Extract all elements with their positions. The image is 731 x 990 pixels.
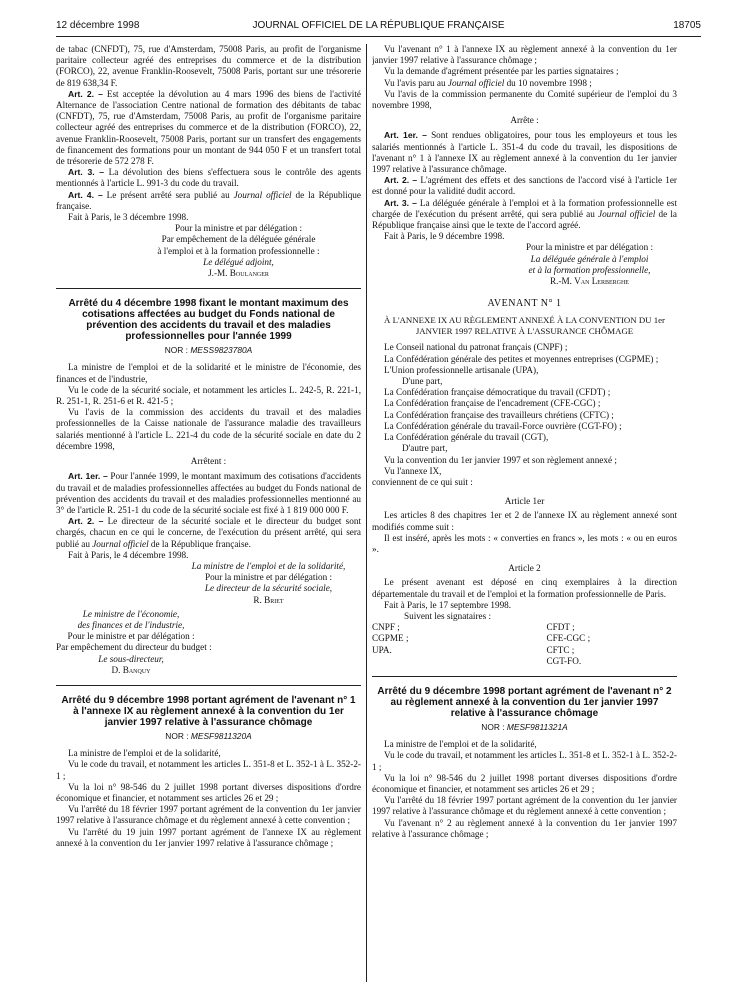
header-journal-title: JOURNAL OFFICIEL DE LA RÉPUBLIQUE FRANÇAISE: [252, 20, 505, 31]
article-2: Art. 2. – Est acceptée la dévolution au 4 mars 1996 des biens de l'activité Alternance de l'association Centre national de formation des débitants de tabac (CNFDT), 75, rue d'Amsterdam, 75008 Paris, au profit de l'organisme paritaire collecteur agréé des entreprises du commerce et de la distribution (FORCO), 22, avenue Franklin-Roosevelt, 75008 Paris, portant sur un transfert des engagements de financement des formations pour un montant de 944 050 F et un transfert total de trésorerie de 572 278 F.: [56, 88, 361, 167]
article-1: Art. 1er. – Pour l'année 1999, le montant maximum des cotisations d'accidents du travail et de maladies professionnelles affectées au budget du Fonds national de prévention des accidents du travail et des maladies professionnelles mentionné au 3° de l'article R. 251-1 du code de la sécurité sociale est fixé à 1 819 000 000 F.: [56, 471, 361, 515]
signature-block: Le ministre de l'économie, des finances et de l'industrie, Pour le ministre et par délégation : Par empêchement du directeur du budget : Le sous-directeur, D. Banquy: [56, 608, 212, 675]
paragraph: Vu l'avis de la commission des accidents du travail et des maladies professionnelles de la Caisse nationale de l'assurance maladie des travailleurs salariés mentionné à l'article L. 221-4 du code de la sécurité sociale en date du 2 décembre 1998,: [56, 407, 361, 451]
paragraph: Les articles 8 des chapitres 1er et 2 de l'annexe IX au règlement annexé sont modifiés comme suit :: [372, 510, 677, 532]
section-separator: [372, 676, 677, 677]
paragraph: La ministre de l'emploi et de la solidarité et le ministre de l'économie, des finances et de l'industrie,: [56, 362, 361, 384]
article-1: Art. 1er. – Sont rendues obligatoires, pour tous les employeurs et tous les salariés mentionnés à l'article L. 351-4 du code du travail, les dispositions de l'avenant n° 1 à l'annexe IX au règlement annexé à la convention du 1er janvier 1997 relative à l'assurance chômage.: [372, 130, 677, 175]
signatory-row: [372, 656, 677, 667]
paragraph: Vu l'arrêté du 19 juin 1997 portant agrément de l'annexe IX au règlement annexé à la convention du 1er janvier 1997 relative à l'assurance chômage ;: [56, 826, 361, 848]
paragraph: Vu la demande d'agrément présentée par les parties signataires ;: [384, 66, 619, 77]
fait-a-paris: Fait à Paris, le 9 décembre 1998.: [384, 231, 505, 242]
paragraph: de tabac (CNFDT), 75, rue d'Amsterdam, 75008 Paris, au profit de l'organisme paritaire collecteur agréé des entreprises du commerce et de la distribution (FORCO), 22, avenue Franklin-Roosevelt, 75008 Paris, portant sur une trésorerie de 819 638,34 F.: [56, 44, 361, 88]
nor-reference: NOR : MESS9823780A: [164, 345, 253, 356]
page-header: [56, 20, 701, 34]
paragraph: Vu l'annexe IX,: [384, 465, 442, 476]
article-heading: Article 2: [508, 563, 541, 574]
nor-reference: NOR : MESF9811320A: [165, 730, 252, 741]
paragraph: Vu l'avis paru au Journal officiel du 10 novembre 1998 ;: [384, 77, 592, 88]
paragraph: Vu la loi n° 98-546 du 2 juillet 1998 portant diverses dispositions d'ordre économique et financier, et notamment ses articles 26 et 29 ;: [56, 781, 361, 803]
header-rule: [56, 36, 701, 37]
signatory-right: CGT-FO.: [546, 655, 582, 666]
header-date: 12 décembre 1998: [56, 20, 140, 31]
arrete-title: Arrêté du 9 décembre 1998 portant agrément de l'avenant n° 2 au règlement annexé à la convention du 1er janvier 1997 relative à l'assurance chômage: [377, 685, 672, 719]
paragraph: Suivent les signataires :: [404, 610, 492, 621]
paragraph: Vu l'arrêté du 18 février 1997 portant agrément de la convention du 1er janvier 1997 relative à l'assurance chômage et du règlement annexé à cette convention ;: [372, 795, 677, 817]
article-4: Art. 4. – Le présent arrêté sera publié au Journal officiel de la République française.: [56, 189, 361, 211]
paragraph: Vu l'avenant n° 1 à l'annexe IX au règlement annexé à la convention du 1er janvier 1997 relative à l'assurance chômage ;: [372, 44, 677, 66]
party: La Confédération française de l'encadrement (CFE-CGC) ;: [384, 398, 601, 409]
paragraph: Vu le code de la sécurité sociale, et notamment les articles L. 242-5, R. 221-1, R. 251-1, R. 251-6 et R. 421-5 ;: [56, 384, 361, 407]
signatory-left: [372, 656, 525, 667]
fait-a-paris: Fait à Paris, le 3 décembre 1998.: [68, 212, 189, 223]
arretent: Arrêtent :: [190, 456, 227, 467]
paragraph: Vu la loi n° 98-546 du 2 juillet 1998 portant diverses dispositions d'ordre économique et financier, et notamment ses articles 26 et 29 ;: [372, 772, 677, 794]
nor-reference: NOR : MESF9811321A: [481, 721, 568, 732]
fait-a-paris: Fait à Paris, le 4 décembre 1998.: [68, 549, 189, 560]
avenant-title: AVENANT N° 1: [487, 298, 562, 310]
dune-part: D'une part,: [402, 376, 443, 387]
paragraph: La ministre de l'emploi et de la solidarité,: [68, 748, 221, 759]
signatory-left: UPA.: [372, 644, 392, 655]
signature-block: Pour la ministre et par délégation : Par empêchement de la déléguée générale à l'emploi et à la formation professionnelle : Le délégué adjoint, J.-M. Boulanger: [157, 223, 320, 279]
signatory-right: CFTC ;: [546, 644, 575, 655]
paragraph: conviennent de ce qui suit :: [372, 476, 473, 487]
party: La Confédération générale du travail (CGT),: [384, 432, 549, 443]
section-separator: [56, 288, 361, 289]
party: La Confédération générale des petites et moyennes entreprises (CGPME) ;: [384, 353, 659, 364]
article-2: Art. 2. – Le directeur de la sécurité sociale et le directeur du budget sont chargés, chacun en ce qui le concerne, de l'exécution du présent arrêté, qui sera publié au Journal officiel de la République française.: [56, 516, 361, 549]
signatory-right: CFDT ;: [546, 622, 575, 633]
dautre-part: D'autre part,: [402, 443, 448, 454]
paragraph: Vu l'arrêté du 18 février 1997 portant agrément de la convention du 1er janvier 1997 relative à l'assurance chômage et du règlement annexé à cette convention ;: [56, 804, 361, 826]
signatory-row: [372, 633, 677, 644]
left-column: [56, 44, 361, 982]
article-3: Art. 3. – La déléguée générale à l'emploi et à la formation professionnelle est chargée de l'exécution du présent arrêté, qui sera publié au Journal officiel de la République française ainsi que le texte de l'accord agréé.: [372, 197, 677, 231]
signatories-table: [372, 622, 677, 667]
column-divider: [366, 44, 367, 982]
arrete: Arrête :: [510, 115, 539, 126]
section-separator: [56, 685, 361, 686]
paragraph: La ministre de l'emploi et de la solidarité,: [384, 739, 537, 750]
paragraph: Vu le code du travail, et notamment les articles L. 351-8 et L. 352-1 à L. 352-2-1 ;: [372, 750, 677, 772]
party: La Confédération française des travailleurs chrétiens (CFTC) ;: [384, 409, 614, 420]
signatory-row: [372, 645, 677, 656]
paragraph: Vu le code du travail, et notamment les articles L. 351-8 et L. 352-1 à L. 352-2-1 ;: [56, 759, 361, 781]
party: L'Union professionnelle artisanale (UPA),: [384, 364, 539, 375]
arrete-title: Arrêté du 4 décembre 1998 fixant le montant maximum des cotisations affectées au budget du Fonds national de prévention des accidents du travail et des maladies professionnelles pour l'année 1999: [68, 298, 349, 343]
signature-block: Pour la ministre et par délégation : La déléguée générale à l'emploi et à la formation professionnelle, R.-M. Van Lerberghe: [525, 242, 654, 287]
signatory-row: [372, 622, 677, 633]
paragraph: Le présent avenant est déposé en cinq exemplaires à la direction départementale du travail et de l'emploi et la formation professionnelle de Paris.: [372, 577, 677, 599]
signatory-right: CFE-CGC ;: [546, 633, 591, 644]
paragraph: Vu l'avenant n° 2 au règlement annexé à la convention du 1er janvier 1997 relative à l'assurance chômage ;: [372, 817, 677, 839]
arrete-title: Arrêté du 9 décembre 1998 portant agrément de l'avenant n° 1 à l'annexe IX au règlement annexé à la convention du 1er janvier 1997 relative à l'assurance chômage: [61, 694, 356, 728]
article-heading: Article 1er: [504, 496, 545, 507]
party: La Confédération française démocratique du travail (CFDT) ;: [384, 387, 611, 398]
header-page-number: 18705: [673, 20, 701, 31]
signature-block: La ministre de l'emploi et de la solidarité, Pour la ministre et par délégation : Le directeur de la sécurité sociale, R. Briet: [191, 560, 346, 605]
right-column: [372, 44, 677, 982]
paragraph: Vu la convention du 1er janvier 1997 et son règlement annexé ;: [384, 454, 617, 465]
signatory-left: CGPME ;: [372, 633, 409, 644]
signatory-left: CNPF ;: [372, 622, 400, 633]
article-3: Art. 3. – La dévolution des biens s'effectuera sous le contrôle des agents mentionnés à l'article L. 991-3 du code du travail.: [56, 167, 361, 189]
paragraph: Il est inséré, après les mots : « converties en francs », les mots : « ou en euros ».: [372, 532, 677, 554]
fait-a-paris: Fait à Paris, le 17 septembre 1998.: [384, 599, 512, 610]
party: La Confédération générale du travail-Force ouvrière (CGT-FO) ;: [384, 420, 622, 431]
avenant-subtitle: À L'ANNEXE IX AU RÈGLEMENT ANNEXÉ À LA CONVENTION DU 1er JANVIER 1997 RELATIVE À L'ASSURANCE CHÔMAGE: [384, 315, 665, 337]
article-2: Art. 2. – L'agrément des effets et des sanctions de l'accord visé à l'article 1er est donné pour la validité dudit accord.: [372, 175, 677, 197]
paragraph: Vu l'avis de la commission permanente du Comité supérieur de l'emploi du 3 novembre 1998,: [372, 88, 677, 111]
party: Le Conseil national du patronat français (CNPF) ;: [384, 342, 568, 353]
